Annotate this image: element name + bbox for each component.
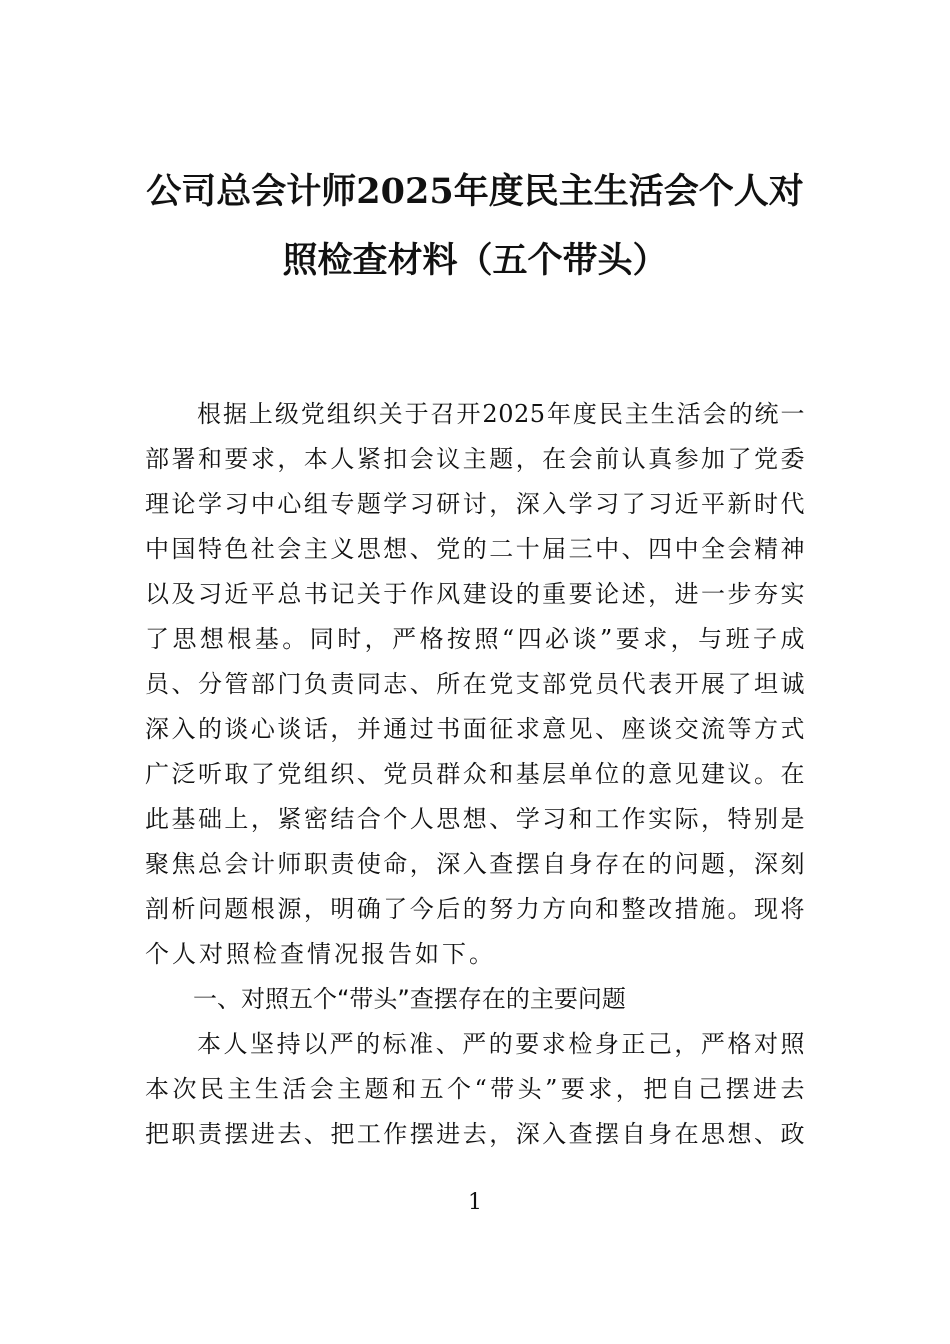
paragraph-line: 了思想根基。同时，严格按照“四必谈”要求，与班子成 <box>145 625 805 653</box>
paragraph-line: 广泛听取了党组织、党员群众和基层单位的意见建议。在 <box>145 760 805 788</box>
paragraph-line: 此基础上，紧密结合个人思想、学习和工作实际，特别是 <box>145 805 805 833</box>
paragraph-line: 部署和要求，本人紧扣会议主题，在会前认真参加了党委 <box>145 445 805 473</box>
paragraph-line: 中国特色社会主义思想、党的二十届三中、四中全会精神 <box>145 535 805 563</box>
paragraph-line: 本次民主生活会主题和五个“带头”要求，把自己摆进去 <box>145 1075 805 1103</box>
paragraph-line: 本人坚持以严的标准、严的要求检身正己，严格对照 <box>197 1030 805 1058</box>
paragraph-line: 剖析问题根源，明确了今后的努力方向和整改措施。现将 <box>145 895 805 923</box>
paragraph-line: 根据上级党组织关于召开2025年度民主生活会的统一 <box>197 400 805 428</box>
paragraph-line: 员、分管部门负责同志、所在党支部党员代表开展了坦诚 <box>145 670 805 698</box>
page-number: 1 <box>468 1190 482 1215</box>
paragraph-line: 个人对照检查情况报告如下。 <box>145 940 496 968</box>
document-title-line-1: 公司总会计师2025年度民主生活会个人对 <box>146 171 804 212</box>
document-title-line-2: 照检查材料（五个带头） <box>282 240 668 281</box>
paragraph-line: 把职责摆进去、把工作摆进去，深入查摆自身在思想、政 <box>145 1120 805 1148</box>
paragraph-line: 深入的谈心谈话，并通过书面征求意见、座谈交流等方式 <box>145 715 805 743</box>
paragraph-line: 聚焦总会计师职责使命，深入查摆自身存在的问题，深刻 <box>145 850 805 878</box>
paragraph-line: 以及习近平总书记关于作风建设的重要论述，进一步夯实 <box>145 580 805 608</box>
paragraph-line: 理论学习中心组专题学习研讨，深入学习了习近平新时代 <box>145 490 805 518</box>
section-heading-1: 一、对照五个“带头”查摆存在的主要问题 <box>193 985 626 1013</box>
